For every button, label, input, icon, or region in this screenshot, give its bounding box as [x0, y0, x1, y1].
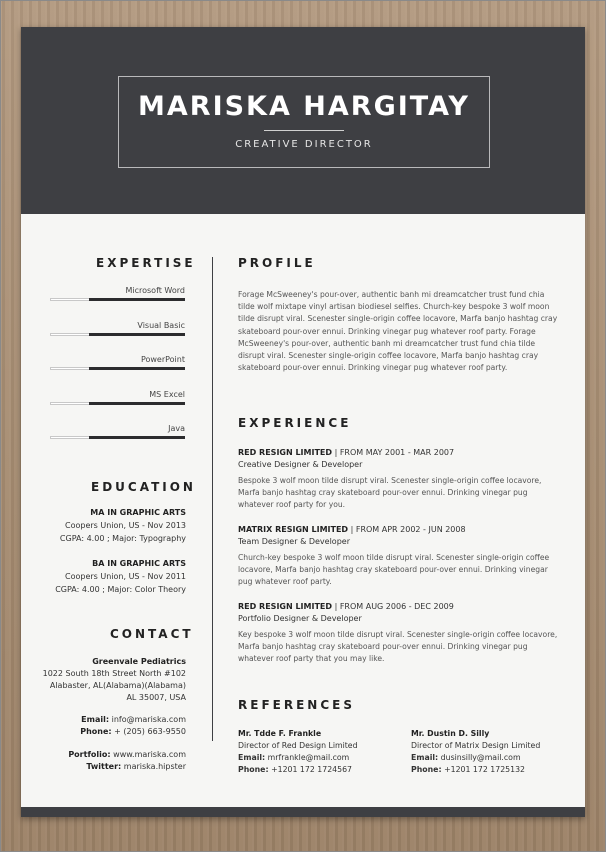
- address-line: AL 35007, USA: [126, 693, 186, 702]
- reference-email[interactable]: dusinsilly@mail.com: [440, 753, 521, 762]
- skill-item: [50, 390, 185, 405]
- skill-label: MS Excel: [149, 390, 185, 399]
- experience-entry: [238, 525, 558, 589]
- address-line: 1022 South 18th Street North #102: [42, 669, 186, 678]
- skill-label: Visual Basic: [137, 321, 185, 330]
- reference-email-label: Email:: [238, 753, 266, 762]
- phone-label: Phone:: [80, 727, 112, 736]
- skill-item: [50, 355, 185, 370]
- job-position: Team Designer & Developer: [238, 537, 350, 546]
- education-entry: [41, 506, 186, 545]
- school: Coopers Union, US - Nov 2011: [65, 572, 186, 581]
- skill-bar: [50, 436, 185, 439]
- address-line: Alabaster, AL(Alabama)(Alabama): [49, 681, 186, 690]
- reference-name: Mr. Tdde F. Frankle: [238, 729, 322, 738]
- job-position: Portfolio Designer & Developer: [238, 614, 362, 623]
- reference-entry: [411, 728, 571, 776]
- school: Coopers Union, US - Nov 2013: [65, 521, 186, 530]
- job-position: Creative Designer & Developer: [238, 460, 363, 469]
- reference-phone-label: Phone:: [238, 765, 269, 774]
- experience-entry: [238, 602, 558, 666]
- job-description: Key bespoke 3 wolf moon tilde disrupt viral. Scenester single-origin coffee locavore, Marfa banjo hashtag cray skateboard pour-over ennui. Drinking vinegar pug whatever roof party that you may like.: [238, 630, 558, 664]
- job-period: | FROM AUG 2006 - DEC 2009: [332, 602, 454, 611]
- reference-phone: +1201 172 1725132: [444, 765, 526, 774]
- expertise-heading: EXPERTISE: [96, 256, 196, 270]
- skill-bar: [50, 402, 185, 405]
- portfolio-label: Portfolio:: [68, 750, 111, 759]
- references-heading: REFERENCES: [238, 698, 355, 712]
- reference-phone-label: Phone:: [411, 765, 442, 774]
- twitter-link[interactable]: mariska.hipster: [123, 762, 186, 771]
- grade: CGPA: 4.00 ; Major: Typography: [59, 534, 186, 543]
- reference-title: Director of Matrix Design Limited: [411, 741, 541, 750]
- candidate-role: CREATIVE DIRECTOR: [235, 139, 373, 150]
- grade: CGPA: 4.00 ; Major: Color Theory: [55, 585, 186, 594]
- skill-label: PowerPoint: [140, 355, 185, 364]
- candidate-name: MARISKA HARGITAY: [138, 91, 470, 122]
- reference-email[interactable]: mrfrankle@mail.com: [267, 753, 350, 762]
- portfolio-link[interactable]: www.mariska.com: [113, 750, 186, 759]
- skill-item: [50, 286, 185, 301]
- job-period: | FROM MAY 2001 - MAR 2007: [332, 448, 455, 457]
- reference-phone: +1201 172 1724567: [271, 765, 353, 774]
- resume-page: [21, 27, 585, 817]
- contact-heading: CONTACT: [110, 627, 194, 641]
- company-name: MATRIX RESIGN LIMITED: [238, 525, 349, 534]
- education-entry: [41, 557, 186, 596]
- education-heading: EDUCATION: [91, 480, 196, 494]
- company-name: RED RESIGN LIMITED: [238, 448, 333, 457]
- contact-org: Greenvale Pediatrics: [92, 657, 186, 666]
- reference-email-label: Email:: [411, 753, 439, 762]
- resume-footer: [21, 807, 585, 817]
- email-label: Email:: [81, 715, 110, 724]
- profile-heading: PROFILE: [238, 256, 316, 270]
- skill-bar-fill: [89, 367, 185, 370]
- degree: BA IN GRAPHIC ARTS: [92, 559, 186, 568]
- experience-entry: [238, 448, 558, 512]
- skill-bar-fill: [89, 333, 185, 336]
- profile-text: Forage McSweeney's pour-over, authentic banh mi dreamcatcher trust fund chia tilde wolf mixtape vinyl artisan biodiesel selfies. Church-key bespoke 3 wolf moon tilde disrupt viral. Scenester single-origin coffee locavore, Marfa banjo hashtag cray skateboard pour-over ennui. Drinking vinegar pug whatever roof party. Forage McSweeney's pour-over, authentic banh mi dreamcatcher trust fund chia tilde disrupt viral. Scenester single-origin coffee locavore, Marfa banjo hashtag cray skateboard pour-over ennui. Drinking vinegar pug whatever roof party.: [238, 290, 558, 373]
- skill-bar: [50, 333, 185, 336]
- skill-bar-fill: [89, 436, 185, 439]
- email-link[interactable]: info@mariska.com: [111, 715, 186, 724]
- contact-web: [41, 749, 186, 773]
- contact-address: [41, 656, 186, 704]
- job-period: | FROM APR 2002 - JUN 2008: [348, 525, 466, 534]
- skill-bar: [50, 367, 185, 370]
- phone-value: + (205) 663-9550: [114, 727, 186, 736]
- contact-details: [41, 714, 186, 738]
- skill-bar: [50, 298, 185, 301]
- skill-bar-fill: [89, 402, 185, 405]
- reference-entry: [238, 728, 398, 776]
- job-description: Bespoke 3 wolf moon tilde disrupt viral. Scenester single-origin coffee locavore, Marfa banjo hashtag cray skateboard pour-over ennui. Drinking vinegar pug whatever roof party for you.: [238, 476, 542, 510]
- twitter-label: Twitter:: [86, 762, 122, 771]
- degree: MA IN GRAPHIC ARTS: [90, 508, 186, 517]
- skill-label: Microsoft Word: [125, 286, 185, 295]
- name-divider: [264, 130, 344, 131]
- job-description: Church-key bespoke 3 wolf moon tilde disrupt viral. Scenester single-origin coffee locavore, Marfa banjo hashtag cray skateboard pour-over ennui. Drinking vinegar pug whatever roof party.: [238, 553, 550, 587]
- column-divider: [212, 257, 213, 741]
- skill-label: Java: [168, 424, 185, 433]
- skill-bar-fill: [89, 298, 185, 301]
- skill-item: [50, 321, 185, 336]
- company-name: RED RESIGN LIMITED: [238, 602, 333, 611]
- resume-header: [21, 27, 585, 214]
- skill-item: [50, 424, 185, 439]
- reference-name: Mr. Dustin D. Silly: [411, 729, 490, 738]
- name-box: [118, 76, 490, 168]
- reference-title: Director of Red Design Limited: [238, 741, 358, 750]
- experience-heading: EXPERIENCE: [238, 416, 352, 430]
